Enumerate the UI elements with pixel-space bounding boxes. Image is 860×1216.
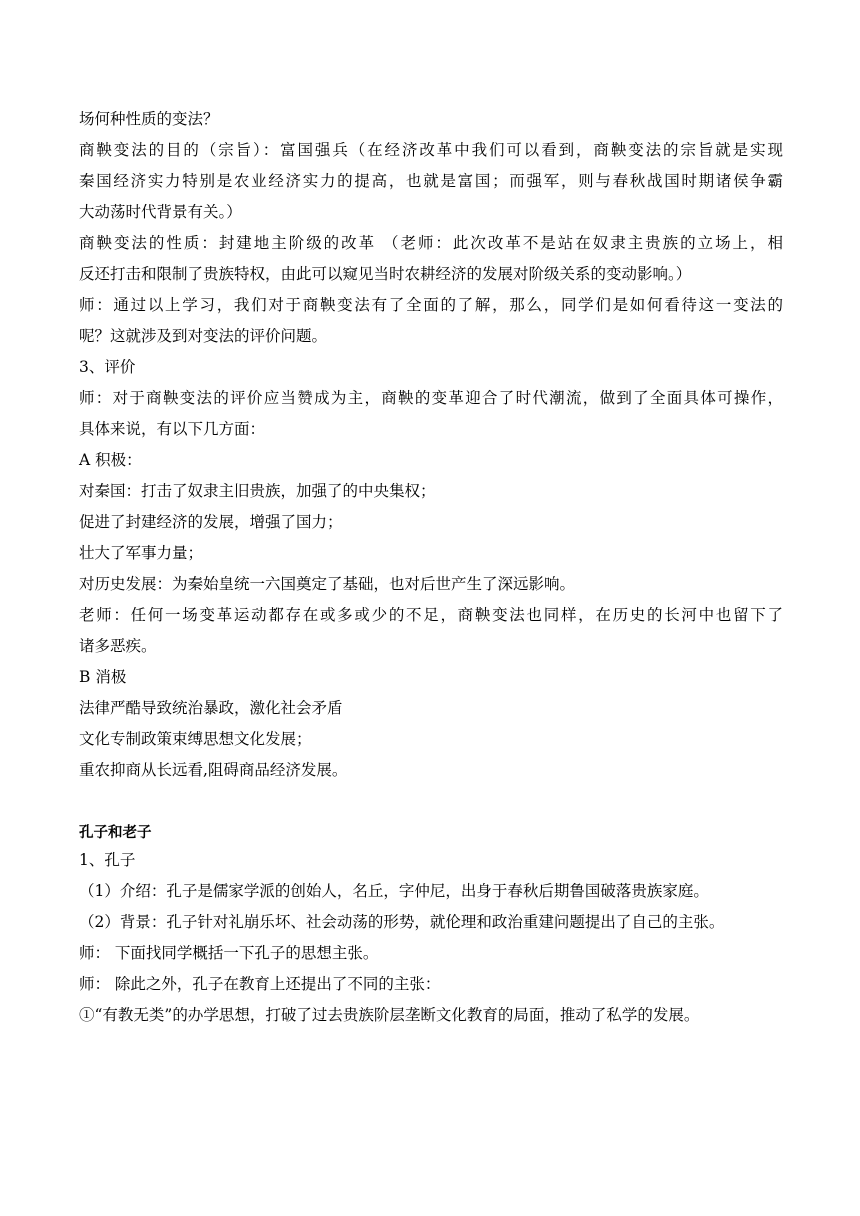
text-line: 壮大了军事力量；: [79, 544, 204, 562]
text-line: 老师：任何一场变革运动都存在或多或少的不足，商鞅变法也同样，在历史的长河中也留下了: [79, 606, 783, 624]
text-line: 反还打击和限制了贵族特权，由此可以窥见当时农耕经济的发展对阶级关系的变动影响。）: [79, 265, 692, 283]
text-line: 师： 除此之外，孔子在教育上还提出了不同的主张：: [79, 975, 441, 993]
text-line: 促进了封建经济的发展，增强了国力；: [79, 513, 343, 531]
text-line: 呢？这就涉及到对变法的评价问题。: [79, 327, 328, 345]
text-line: 具体来说，有以下几方面：: [79, 420, 266, 438]
document-page: [79, 104, 783, 1031]
text-line: 法律严酷导致统治暴政，激化社会矛盾: [79, 699, 343, 717]
text-line: ①“有教无类”的办学思想，打破了过去贵族阶层垄断文化教育的局面，推动了私学的发展。: [79, 1006, 700, 1024]
text-line: 文化专制政策束缚思想文化发展；: [79, 730, 312, 748]
text-line: 3、评价: [79, 358, 136, 376]
text-line: 重农抑商从长远看,阻碍商品经济发展。: [79, 761, 348, 779]
paragraph-gap: [79, 786, 783, 817]
text-line: 师： 下面找同学概括一下孔子的思想主张。: [79, 944, 379, 962]
text-line: 大动荡时代背景有关。）: [79, 203, 242, 221]
text-line: B 消极: [79, 668, 127, 686]
text-line: 对历史发展：为秦始皇统一六国奠定了基础，也对后世产生了深远影响。: [79, 575, 576, 593]
text-line: 商鞅变法的目的（宗旨）：富国强兵（在经济改革中我们可以看到，商鞅变法的宗旨就是实现: [79, 141, 783, 159]
text-line: （2）背景：孔子针对礼崩乐坏、社会动荡的形势，就伦理和政治重建问题提出了自己的主张。: [79, 913, 725, 931]
lesson-section-shang-yang: [79, 104, 783, 786]
text-line: 场何种性质的变法？: [79, 110, 219, 128]
text-line: A 积极：: [79, 451, 142, 469]
text-line: 师：对于商鞅变法的评价应当赞成为主，商鞅的变革迎合了时代潮流，做到了全面具体可操作，: [79, 389, 783, 407]
text-line: 秦国经济实力特别是农业经济实力的提高，也就是富国；而强军，则与春秋战国时期诸侯争霸: [79, 172, 783, 190]
text-line: 1、孔子: [79, 851, 136, 869]
section-heading: 孔子和老子: [79, 824, 152, 841]
text-line: 诸多恶疾。: [79, 637, 157, 655]
text-line: 商鞅变法的性质：封建地主阶级的改革 （老师：此次改革不是站在奴隶主贵族的立场上，相: [79, 234, 783, 252]
text-line: 师：通过以上学习，我们对于商鞅变法有了全面的了解，那么，同学们是如何看待这一变法的: [79, 296, 783, 314]
text-line: 对秦国：打击了奴隶主旧贵族，加强了的中央集权；: [79, 482, 436, 500]
lesson-section-confucius: [79, 845, 783, 1031]
text-line: （1）介绍：孔子是儒家学派的创始人，名丘，字仲尼，出身于春秋后期鲁国破落贵族家庭。: [79, 882, 709, 900]
